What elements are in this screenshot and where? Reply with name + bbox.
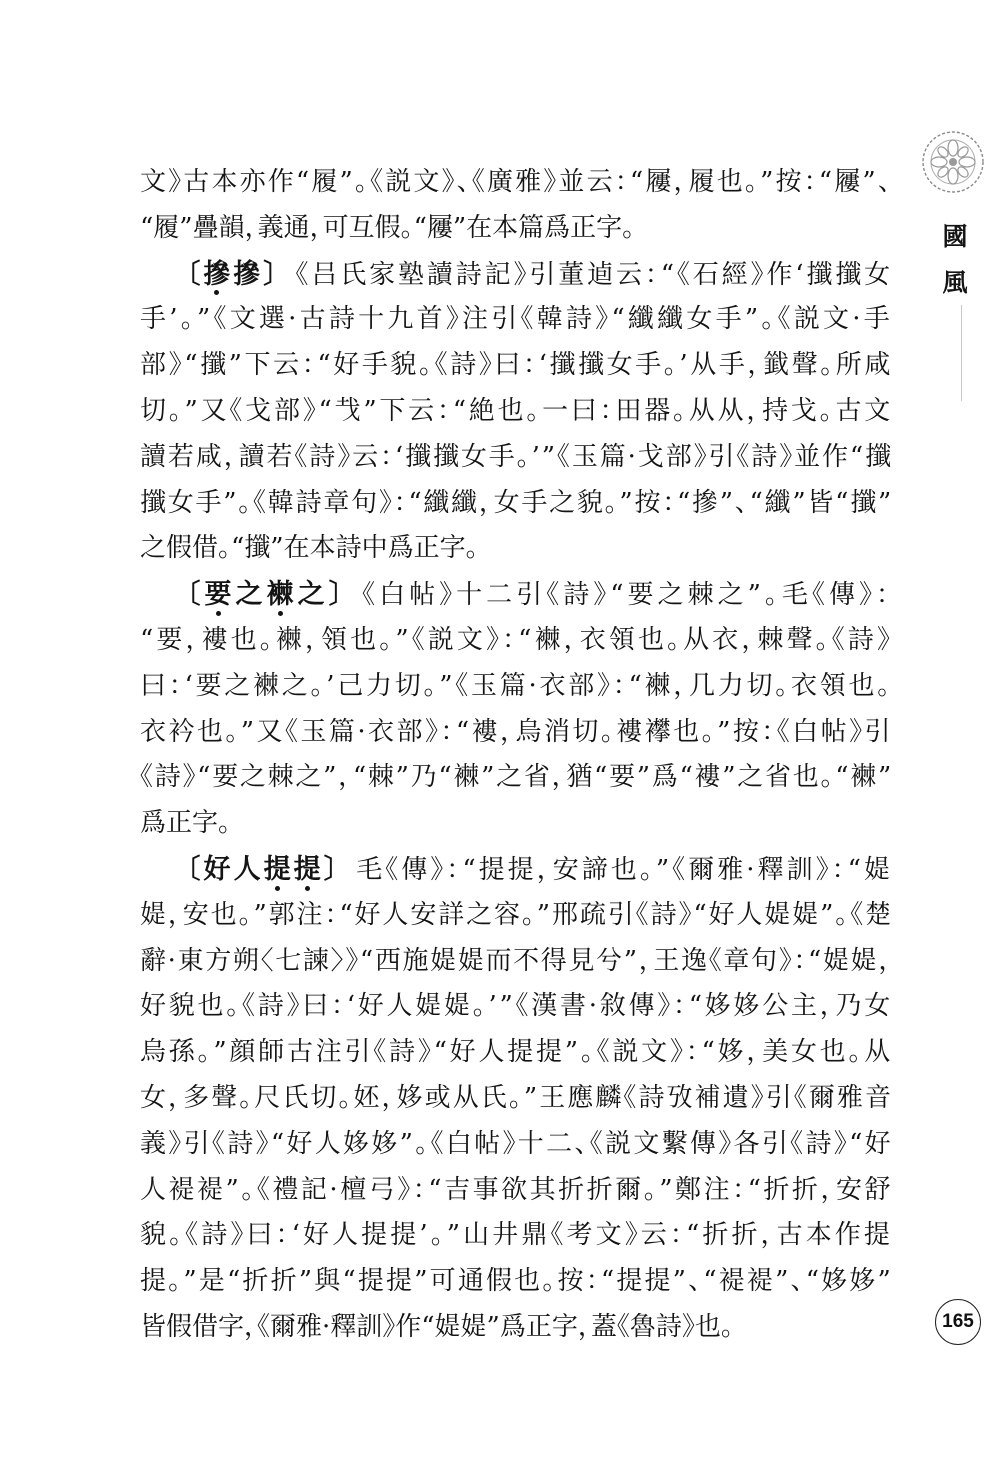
text-line	[140, 252, 893, 298]
page-number	[935, 1299, 981, 1345]
head-term	[187, 259, 280, 290]
running-head-char: 風	[942, 268, 968, 297]
line-text: 毛《傳》：“提提，安諦也。”《爾雅·釋訓》：“媞	[356, 854, 894, 885]
first-line	[187, 252, 893, 299]
head-char: 提	[294, 847, 324, 893]
text-line	[140, 297, 893, 343]
text-line	[140, 1259, 893, 1305]
running-head	[938, 214, 972, 306]
head-char: 摻	[233, 258, 264, 290]
line-text: 曰：‘要之襋之。’己力切。”《玉篇·衣部》：“襋，几力切。衣領也。	[140, 670, 893, 701]
bracket-close: 〕	[263, 258, 280, 290]
first-line	[187, 572, 893, 619]
line-text: 《詩》“要之棘之”，“棘”乃“襋”之省，猶“要”爲“褸”之省也。“襋”	[140, 762, 893, 793]
line-text: “要，褸也。襋，領也。”《説文》：“襋，衣領也。从衣，棘聲。《詩》	[140, 624, 893, 655]
line-text: 衣衿也。”又《玉篇·衣部》：“褸，烏消切。褸襻也。”按：《白帖》引	[140, 716, 893, 747]
text-line	[140, 847, 893, 893]
text-line	[140, 1213, 893, 1259]
line-text: 《吕氏家塾讀詩記》引董逌云：“《石經》作‘攕攕女	[295, 259, 894, 290]
line-text: 貌。《詩》曰：‘好人提提’。”山井鼎《考文》云：“折折，古本作提	[140, 1220, 893, 1251]
text-line	[140, 893, 893, 939]
line-text: 烏孫。”顔師古注引《詩》“好人提提”。《説文》：“姼，美女也。从	[140, 1037, 893, 1068]
paragraph	[140, 160, 893, 252]
line-text: 好貌也。《詩》曰：‘好人媞媞。’”《漢書·敘傳》：“姼姼公主，乃女	[140, 991, 893, 1022]
text-line	[140, 160, 893, 206]
line-text: 部》“攕”下云：“好手貌。《詩》曰：‘攕攕女手。’从手，韱聲。所咸	[140, 350, 893, 381]
text-line	[140, 984, 893, 1030]
line-text: 《白帖》十二引《詩》“要之棘之”。毛《傳》：	[362, 580, 893, 611]
text-line	[140, 939, 893, 985]
bracket-open: 〔	[187, 853, 204, 885]
bracket-open: 〔	[187, 258, 204, 290]
head-char: 人	[233, 853, 264, 885]
line-text: 爲正字。	[140, 808, 232, 839]
body-text	[140, 160, 893, 1351]
text-line	[140, 1305, 893, 1351]
line-text: 提。”是“折折”與“提提”可通假也。按：“提提”、“褆褆”、“姼姼”	[140, 1266, 893, 1297]
bracket-open: 〔	[187, 579, 205, 611]
line-text: 切。”又《戈部》“𢦏”下云：“絶也。一曰：田器。从从，持戈。古文	[140, 395, 893, 426]
paragraph	[140, 847, 893, 1351]
paragraph	[140, 252, 893, 573]
text-line	[140, 618, 893, 664]
head-char: 襋	[267, 572, 298, 618]
head-char: 要	[205, 572, 236, 618]
line-text: 之假借。“攕”在本詩中爲正字。	[140, 533, 479, 564]
text-line	[140, 526, 893, 572]
line-text: 讀若咸，讀若《詩》云：‘攕攕女手。’”《玉篇·戈部》引《詩》並作“攕	[140, 441, 893, 472]
text-line	[140, 1030, 893, 1076]
head-term	[187, 579, 346, 610]
line-text: 人褆褆”。《禮記·檀弓》：“吉事欲其折折爾。”鄭注：“折折，安舒	[140, 1174, 893, 1205]
line-text: 女，多聲。尺氏切。㚰，姼或从氏。”王應麟《詩攷補遺》引《爾雅音	[140, 1082, 893, 1113]
flower-ornament-icon	[917, 126, 989, 198]
text-line	[140, 1076, 893, 1122]
line-text: 媞，安也。”郭注：“好人安詳之容。”邢疏引《詩》“好人媞媞”。《楚	[140, 899, 893, 930]
line-text: 攕女手”。《韓詩章句》：“纖纖，女手之貌。”按：“摻”、“纖”皆“攕”	[140, 487, 893, 518]
text-line	[140, 572, 893, 618]
head-char: 提	[264, 847, 294, 893]
text-line	[140, 1122, 893, 1168]
text-line	[140, 206, 893, 252]
running-head-char: 國	[942, 222, 968, 251]
text-line	[140, 1168, 893, 1214]
line-text: 辭·東方朔〈七諫〉》“西施媞媞而不得見兮”，王逸《章句》：“媞媞，	[140, 945, 893, 976]
text-line	[140, 481, 893, 527]
text-line	[140, 755, 893, 801]
text-line	[140, 343, 893, 389]
head-term	[187, 854, 340, 885]
head-char: 摻	[203, 252, 233, 298]
line-text: “履”疊韻，義通，可互假。“屨”在本篇爲正字。	[140, 212, 636, 243]
line-text: 義》引《詩》“好人姼姼”。《白帖》十二、《説文繫傳》各引《詩》“好	[140, 1128, 893, 1159]
head-char: 好	[203, 853, 234, 885]
head-char: 之	[297, 579, 329, 611]
text-line	[140, 710, 893, 756]
first-line	[187, 847, 893, 894]
text-line	[140, 664, 893, 710]
page-number-text: 165	[942, 1311, 974, 1332]
text-line	[140, 435, 893, 481]
bracket-close: 〕	[323, 853, 341, 885]
line-text: 皆假借字，《爾雅·釋訓》作“媞媞”爲正字，蓋《魯詩》也。	[140, 1311, 734, 1342]
line-text: 手’。”《文選·古詩十九首》注引《韓詩》“纖纖女手”。《説文·手	[140, 304, 893, 335]
head-char: 之	[235, 579, 267, 611]
margin-rule	[961, 305, 962, 401]
line-text: 文》古本亦作“履”。《説文》、《廣雅》並云：“屨，履也。”按：“屨”、	[140, 167, 893, 197]
paragraph	[140, 572, 893, 847]
bracket-close: 〕	[328, 579, 347, 611]
text-line	[140, 801, 893, 847]
text-line	[140, 389, 893, 435]
